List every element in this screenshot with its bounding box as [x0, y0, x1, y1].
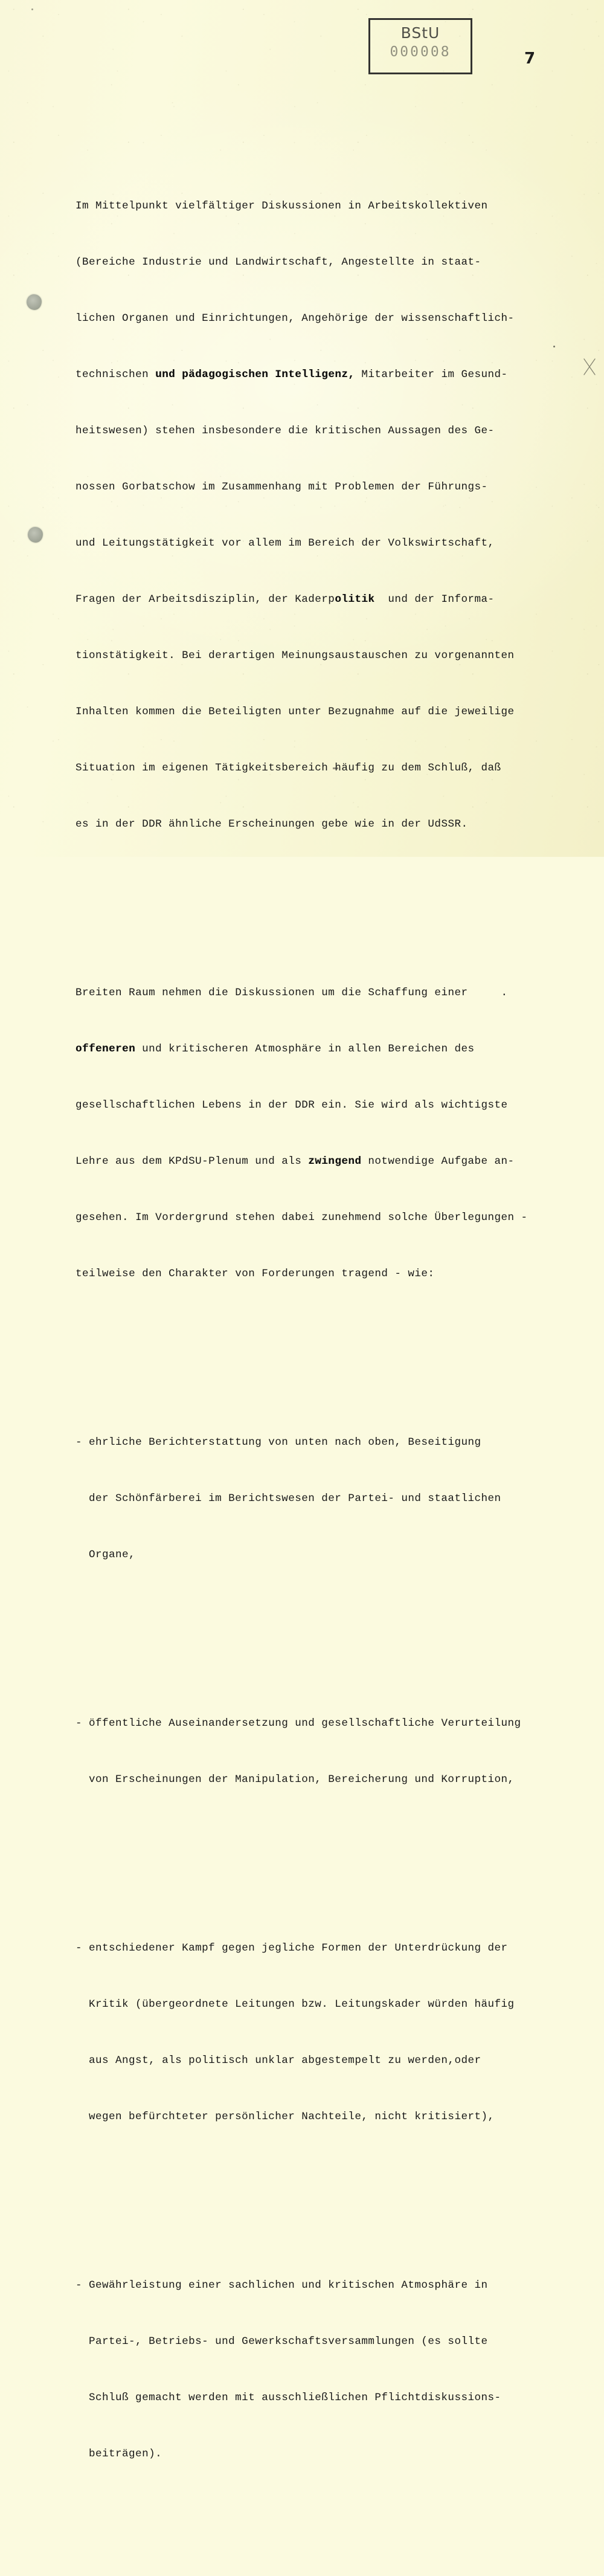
bstu-archive-stamp — [368, 18, 472, 74]
text-line: Fragen der Arbeitsdisziplin, der Kaderpolitik und der Informa- — [76, 593, 495, 605]
paper-speck-header — [31, 8, 33, 10]
text-line: beiträgen). — [89, 2448, 162, 2460]
text-line: wegen befürchteter persönlicher Nachteile, nicht kritisiert), — [89, 2111, 495, 2123]
stamp-folio-number: 000008 — [390, 44, 451, 60]
text-line: Breiten Raum nehmen die Diskussionen um die Schaffung einer . — [76, 987, 508, 999]
text-line: - ehrliche Berichterstattung von unten nach oben, Beseitigung — [76, 1436, 481, 1448]
list-item — [76, 2239, 589, 2501]
text-line: von Erscheinungen der Manipulation, Bereicherung und Korruption, — [89, 1774, 515, 1786]
text-line: Partei-, Betriebs- und Gewerkschaftsversammlungen (es sollte — [89, 2336, 488, 2348]
text-line: Inhalten kommen die Beteiligten unter Bezugnahme auf die jeweilige — [76, 706, 515, 718]
text-line: Lehre aus dem KPdSU-Plenum und als zwingend notwendige Aufgabe an- — [76, 1155, 515, 1167]
text-line: es in der DDR ähnliche Erscheinungen gebe wie in der UdSSR. — [76, 818, 468, 830]
text-line: - Gewährleistung einer sachlichen und kritischen Atmosphäre in — [76, 2279, 488, 2291]
punch-hole-mark-top — [27, 294, 42, 310]
text-line: - öffentliche Auseinandersetzung und gesellschaftliche Verurteilung — [76, 1717, 521, 1729]
overstruck-text: olitik — [335, 593, 375, 605]
text-line: der Schönfärberei im Berichtswesen der Partei- und staatlichen — [89, 1493, 501, 1505]
stamp-agency-label: BStU — [400, 24, 440, 42]
punch-hole-mark-bottom — [28, 527, 43, 543]
paragraph-2 — [76, 946, 589, 1321]
overstruck-text: und pädagogischen Intelligenz, — [155, 369, 355, 381]
text-line: gesehen. Im Vordergrund stehen dabei zunehmend solche Überlegungen - — [76, 1212, 528, 1224]
page-number: 7 — [524, 50, 536, 68]
text-line: Im Mittelpunkt vielfältiger Diskussionen in Arbeitskollektiven — [76, 200, 488, 212]
text-line: heitswesen) stehen insbesondere die kritischen Aussagen des Ge- — [76, 425, 495, 437]
text-line: aus Angst, als politisch unklar abgestempelt zu werden,oder — [89, 2055, 481, 2067]
text-line: Organe, — [89, 1549, 136, 1561]
list-item — [76, 1902, 589, 2164]
text-line: gesellschaftlichen Lebens in der DDR ein. Sie wird als wichtigste — [76, 1099, 508, 1111]
overstruck-text: zwingend — [308, 1155, 362, 1167]
list-item — [76, 1677, 589, 1827]
text-line: nossen Gorbatschow im Zusammenhang mit Problemen der Führungs- — [76, 481, 488, 493]
text-line: teilweise den Charakter von Forderungen tragend - wie: — [76, 1268, 435, 1280]
overstruck-text: offeneren — [76, 1043, 136, 1055]
text-line: Schluß gemacht werden mit ausschließlichen Pflichtdiskussions- — [89, 2392, 501, 2404]
paragraph-1 — [76, 160, 589, 871]
text-line: (Bereiche Industrie und Landwirtschaft, Angestellte in staat- — [76, 256, 481, 268]
text-line: und Leitungstätigkeit vor allem im Bereich der Volkswirtschaft, — [76, 537, 495, 549]
text-line: tionstätigkeit. Bei derartigen Meinungsaustauschen zu vorgenannten — [76, 650, 515, 662]
text-line: offeneren und kritischeren Atmosphäre in allen Bereichen des — [76, 1043, 475, 1055]
typewritten-body — [76, 103, 589, 2576]
text-line: lichen Organen und Einrichtungen, Angehörige der wissenschaftlich- — [76, 312, 515, 324]
list-item — [76, 1396, 589, 1602]
text-line: Situation im eigenen Tätigkeitsbereich häufig zu dem Schluß, daß — [76, 762, 501, 774]
text-line: Kritik (übergeordnete Leitungen bzw. Leitungskader würden häufig — [89, 1998, 515, 2010]
text-line: technischen und pädagogischen Intelligenz, Mitarbeiter im Gesund- — [76, 369, 508, 381]
text-line: - entschiedener Kampf gegen jegliche Formen der Unterdrückung der — [76, 1942, 508, 1954]
